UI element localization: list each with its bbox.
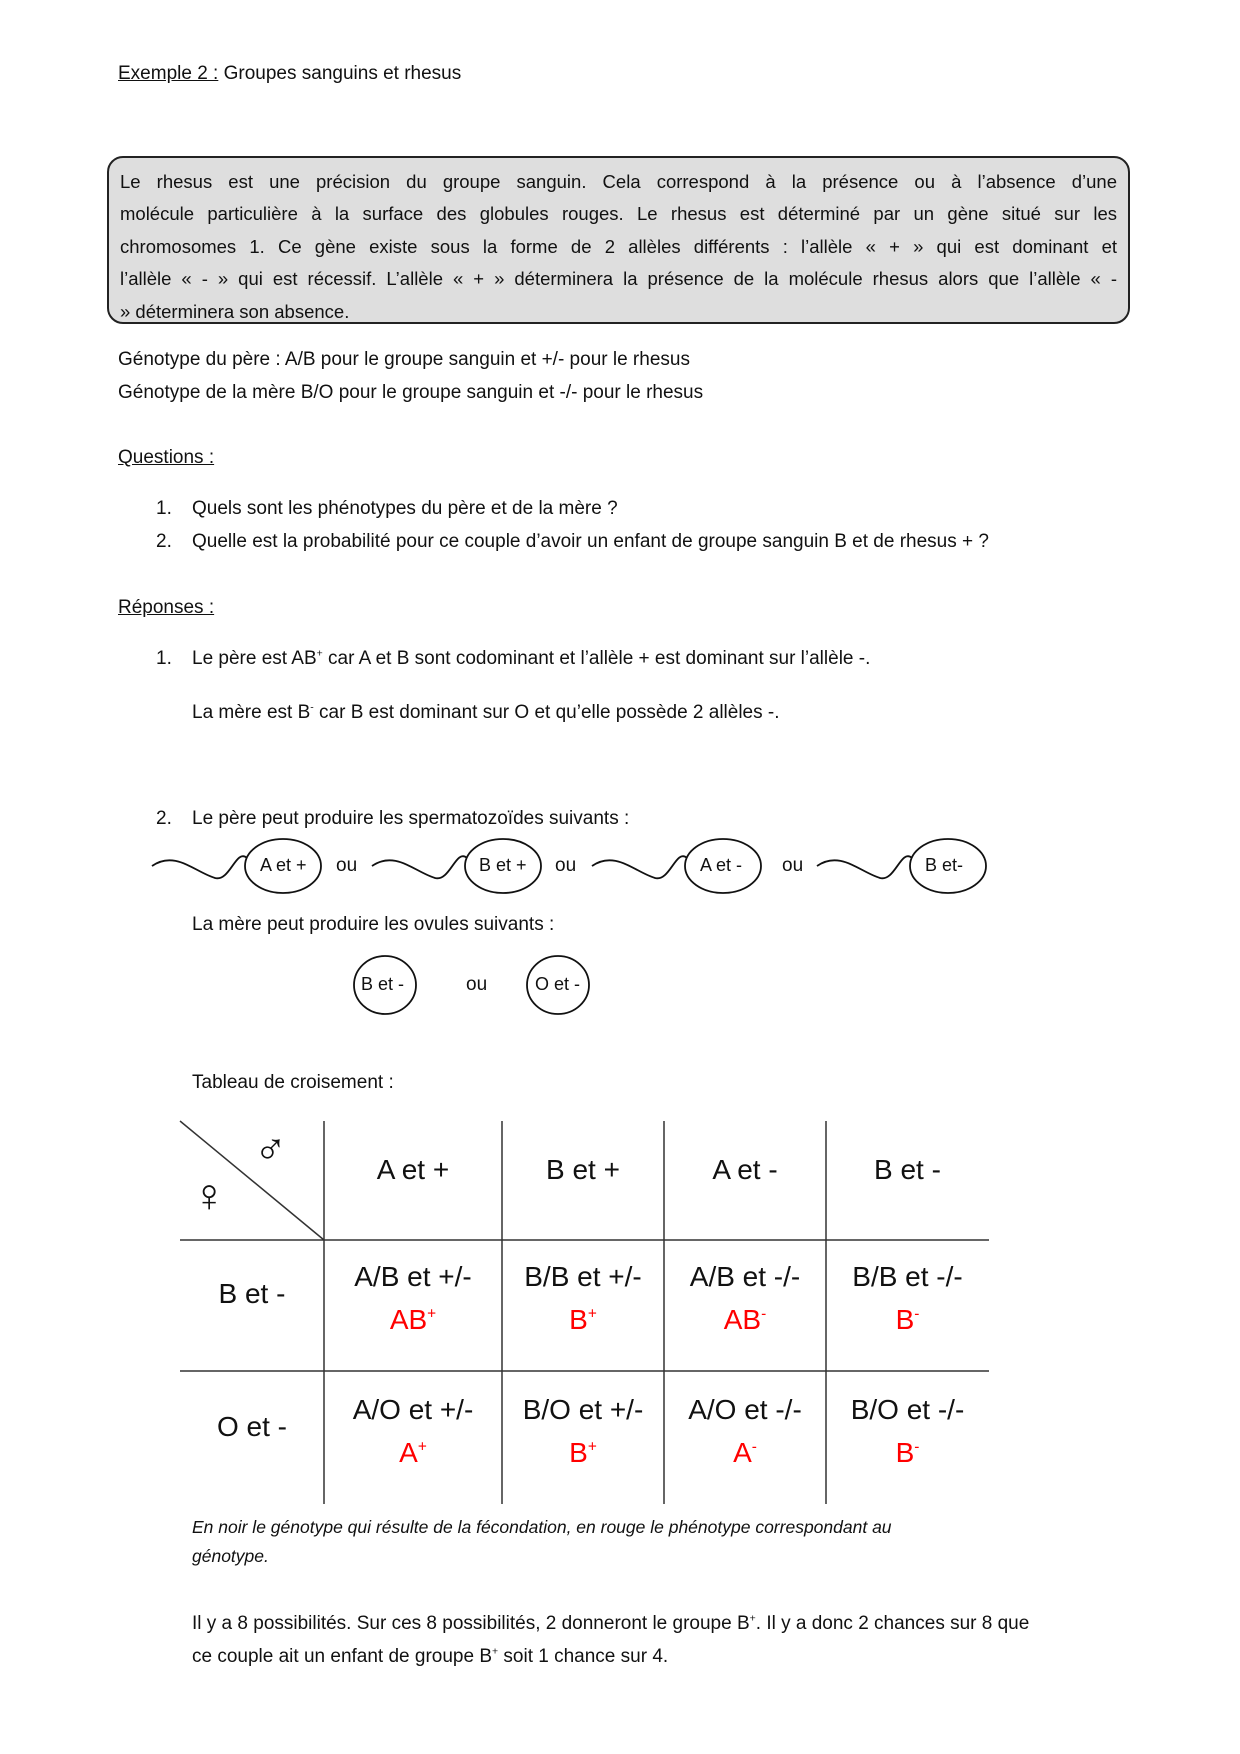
phenotype-group: A [733, 1437, 752, 1469]
table-title: Tableau de croisement : [192, 1072, 394, 1093]
info-line: molécule particulière à la surface des globules rouges. Le rhesus est déterminé par un gène situé sur les [120, 203, 1117, 225]
superscript: - [310, 702, 314, 714]
sperm-label: A et + [260, 855, 307, 875]
or-label: ou [466, 974, 488, 995]
phenotype-group: AB [389, 1304, 428, 1336]
phenotype [826, 1298, 989, 1341]
phenotype [826, 1431, 989, 1474]
conclusion-line [192, 1614, 1029, 1633]
phenotype [502, 1298, 664, 1341]
table-cell [826, 1255, 989, 1342]
phenotype [324, 1431, 502, 1474]
phenotype [324, 1298, 502, 1341]
genotype: B/O et +/- [522, 1394, 644, 1425]
question-number: 1. [156, 498, 172, 519]
phenotype-rhesus: + [587, 1306, 597, 1324]
table-cell [502, 1388, 664, 1475]
phenotype [664, 1298, 826, 1341]
question-text: Quels sont les phénotypes du père et de la mère ? [192, 498, 618, 519]
phenotype-rhesus: - [751, 1439, 757, 1457]
or-label: ou [782, 855, 804, 876]
text: car B est dominant sur O et qu’elle possède 2 allèles -. [313, 702, 780, 723]
sperm-tail [817, 856, 912, 878]
sperm-tail [372, 856, 467, 878]
sperm-tail [152, 856, 247, 878]
text: Il y a 8 possibilités. Sur ces 8 possibilités, 2 donneront le groupe B [192, 1613, 750, 1634]
col-header: B et + [546, 1154, 620, 1185]
row-header: B et - [218, 1278, 286, 1309]
conclusion-line [192, 1647, 668, 1666]
row-header: O et - [216, 1411, 287, 1442]
genotype-father: Génotype du père : A/B pour le groupe sanguin et +/- pour le rhesus [118, 349, 690, 370]
ovules-text: La mère peut produire les ovules suivants : [192, 914, 555, 935]
table-cell [324, 1255, 502, 1342]
phenotype-group: AB [723, 1304, 762, 1336]
genotype: A/B et -/- [689, 1261, 801, 1292]
question-number: 2. [156, 531, 172, 552]
female-symbol-icon: ♀ [192, 1169, 227, 1221]
or-label: ou [336, 855, 358, 876]
table-cell [826, 1388, 989, 1475]
genotype: A/O et +/- [352, 1394, 474, 1425]
phenotype-rhesus: + [587, 1439, 597, 1457]
answers-heading: Réponses : [118, 597, 215, 618]
superscript: + [316, 648, 323, 660]
table-cell [664, 1388, 826, 1475]
phenotype-rhesus: - [914, 1439, 920, 1457]
question-text: Quelle est la probabilité pour ce couple d’avoir un enfant de groupe sanguin B et de rhesus + ? [192, 531, 989, 552]
male-symbol-icon: ♂ [254, 1125, 287, 1174]
questions-heading: Questions : [118, 447, 215, 468]
phenotype [664, 1431, 826, 1474]
text: Le père est AB [192, 648, 317, 669]
col-header: A et - [712, 1154, 778, 1185]
text: La mère est B [192, 702, 311, 723]
superscript: + [492, 1646, 499, 1658]
ovule-label: B et - [361, 974, 405, 994]
phenotype-group: B [895, 1437, 915, 1469]
sperm-tail [592, 856, 687, 878]
phenotype-rhesus: - [914, 1306, 920, 1324]
phenotype-rhesus: + [417, 1439, 427, 1457]
info-line: » déterminera son absence. [120, 300, 350, 322]
caption-line: génotype. [192, 1546, 269, 1566]
sperm-label: B et- [925, 855, 964, 875]
genotype: B/B et -/- [852, 1261, 963, 1292]
genotype: B/B et +/- [524, 1261, 642, 1292]
phenotype-group: A [399, 1437, 418, 1469]
phenotype-group: B [895, 1304, 915, 1336]
col-header: A et + [376, 1154, 450, 1185]
text: ce couple ait un enfant de groupe B [192, 1646, 493, 1667]
or-label: ou [555, 855, 577, 876]
phenotype [502, 1431, 664, 1474]
caption-line: En noir le génotype qui résulte de la fécondation, en rouge le phénotype correspondant au [192, 1517, 892, 1537]
phenotype-group: B [569, 1304, 588, 1336]
text: car A et B sont codominant et l’allèle + est dominant sur l’allèle -. [322, 648, 871, 669]
table-cell [502, 1255, 664, 1342]
text: . Il y a donc 2 chances sur 8 que [755, 1613, 1030, 1634]
ovule-label: O et - [535, 974, 581, 994]
phenotype-rhesus: + [427, 1306, 437, 1324]
table-cell [324, 1388, 502, 1475]
answer-2-text: Le père peut produire les spermatozoïdes suivants : [192, 808, 630, 829]
info-line: Le rhesus est une précision du groupe sanguin. Cela correspond à la présence ou à l’absence d’une [120, 171, 1117, 192]
answer-number: 1. [156, 648, 172, 669]
answer-number: 2. [156, 808, 172, 829]
info-line: chromosomes 1. Ce gène existe sous la forme de 2 allèles différents : l’allèle « + » qui est dominant et [120, 235, 1117, 257]
genotype: B/O et -/- [850, 1394, 965, 1425]
phenotype-group: B [569, 1437, 588, 1469]
phenotype-rhesus: - [761, 1306, 767, 1324]
superscript: + [749, 1613, 756, 1625]
text: soit 1 chance sur 4. [498, 1646, 669, 1667]
info-line: l’allèle « - » qui est récessif. L’allèle « + » déterminera la présence de la molécule rhesus alors que l’allèle « - [120, 268, 1117, 290]
sperm-label: B et + [479, 855, 527, 875]
genotype: A/B et +/- [354, 1261, 472, 1292]
table-cell [664, 1255, 826, 1342]
genotype-mother: Génotype de la mère B/O pour le groupe sanguin et -/- pour le rhesus [118, 382, 704, 403]
title-label: Exemple 2 : [118, 63, 219, 84]
col-header: B et - [874, 1154, 941, 1185]
sperm-label: A et - [700, 855, 743, 875]
genotype: A/O et -/- [688, 1394, 802, 1425]
title-text: Groupes sanguins et rhesus [223, 63, 462, 84]
